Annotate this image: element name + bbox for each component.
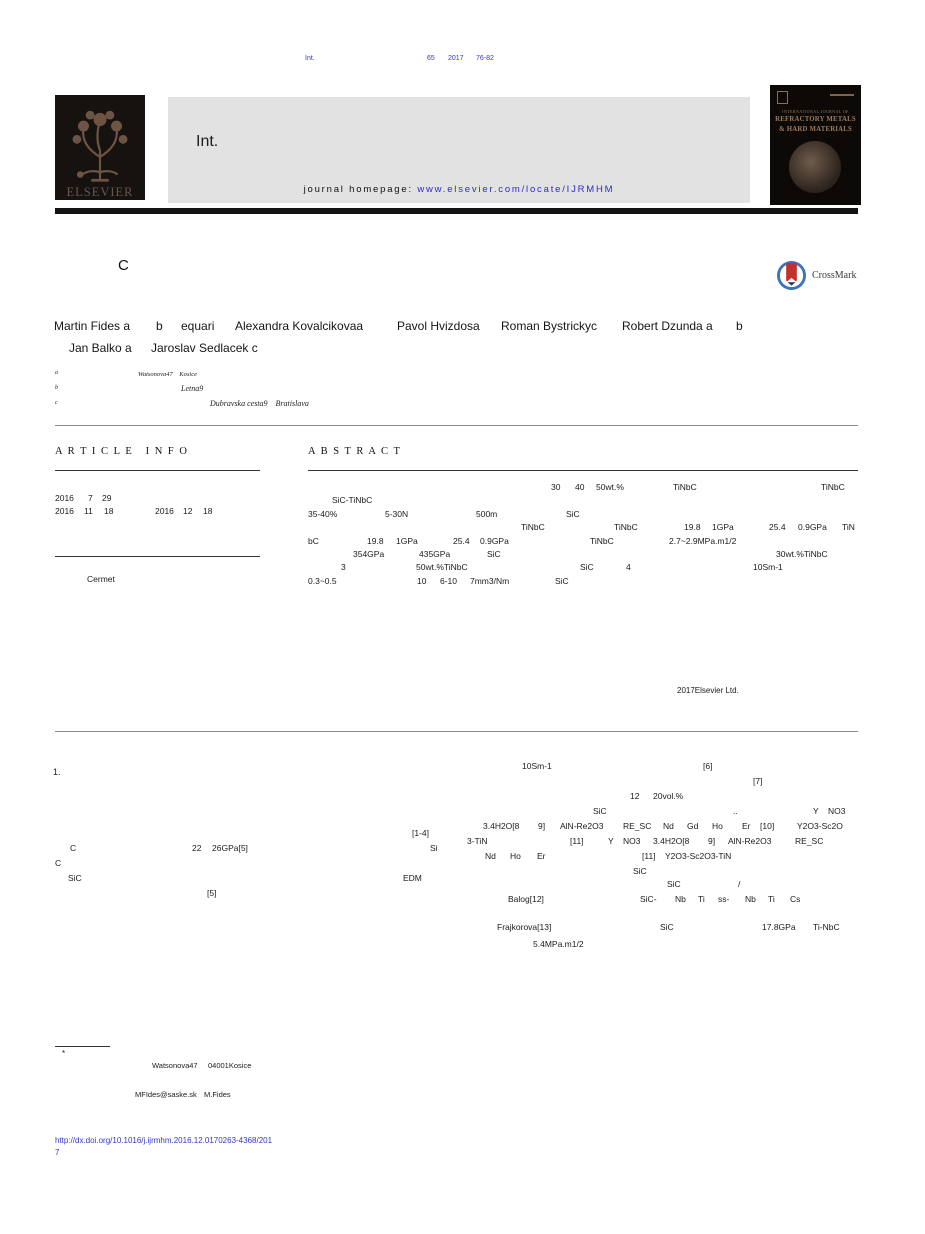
history-date: 7 (88, 493, 93, 503)
abstract-fragment: 10 (417, 576, 427, 586)
corresponding-email[interactable]: MFIdes@saske.sk (135, 1090, 197, 1099)
affiliation-sup: c (55, 400, 58, 406)
body-fragment: / (738, 879, 741, 889)
body-fragment: Nb (745, 894, 756, 904)
body-fragment: C (55, 858, 62, 868)
body-fragment: EDM (403, 873, 422, 883)
journal-cover-thumbnail (770, 85, 861, 205)
abstract-fragment: 25.4 (769, 522, 786, 532)
body-fragment: Y2O3-Sc2O3-TiN (665, 851, 732, 861)
body-fragment: Er (742, 821, 751, 831)
elsevier-wordmark: ELSEVIER (66, 184, 134, 199)
author-affil-mark: b (156, 319, 163, 333)
abstract-fragment: 25.4 (453, 536, 470, 546)
abstract-fragment: 30wt.%TiNbC (776, 549, 828, 559)
abstract-heading-rule (308, 470, 858, 471)
body-fragment: Si (430, 843, 438, 853)
body-fragment: 17.8GPa (762, 922, 796, 932)
body-fragment: NO3 (623, 836, 641, 846)
body-fragment: ss- (718, 894, 730, 904)
keywords-rule (55, 556, 260, 557)
author-name: Jaroslav Sedlacek c (151, 341, 258, 355)
abstract-fragment: 35-40% (308, 509, 338, 519)
body-fragment: 5.4MPa.m1/2 (533, 939, 584, 949)
article-title-fragment: C (118, 257, 129, 274)
crossmark-badge[interactable] (776, 260, 856, 291)
body-fragment: SiC (633, 866, 647, 876)
body-fragment: [10] (760, 821, 775, 831)
abstract-fragment: TiNbC (521, 522, 545, 532)
citation-volume-link[interactable]: 65 (427, 55, 435, 62)
author-name: Alexandra Kovalcikovaa (235, 319, 364, 333)
history-date: 2016 (55, 506, 74, 516)
body-fragment: Nb (675, 894, 686, 904)
corresponding-name: M.Fides (204, 1090, 231, 1099)
author-name: Pavol Hvizdosa (397, 319, 480, 333)
abstract-fragment: 1GPa (396, 536, 418, 546)
abstract-fragment: 3 (341, 562, 346, 572)
body-fragment: Y (813, 806, 819, 816)
body-fragment: [6] (703, 761, 713, 771)
crossmark-icon (776, 260, 807, 291)
body-fragment: 9] (708, 836, 716, 846)
body-fragment: 3-TiN (467, 836, 488, 846)
abstract-fragment: 0.9GPa (798, 522, 827, 532)
abstract-fragment: TiNbC (590, 536, 614, 546)
body-fragment: .. (733, 806, 738, 816)
body-fragment: 3.4H2O[8 (653, 836, 690, 846)
body-fragment: Ho (712, 821, 723, 831)
abstract-fragment: TiN (842, 522, 855, 532)
citation-year-link[interactable]: 2017 (448, 55, 464, 62)
section-number: 1. (53, 767, 61, 777)
body-fragment: RE_SC (623, 821, 652, 831)
abstract-fragment: TiNbC (821, 482, 845, 492)
body-fragment: AlN-Re2O3 (560, 821, 604, 831)
affiliation-sup: a (55, 370, 58, 376)
body-fragment: [1-4] (412, 828, 430, 838)
body-fragment: [7] (753, 776, 763, 786)
abstract-fragment: 7mm3/Nm (470, 576, 510, 586)
author-name: Jan Balko a (69, 341, 132, 355)
journal-banner (168, 97, 750, 203)
body-fragment: SiC- (640, 894, 657, 904)
cover-micrograph-image (789, 141, 841, 193)
corresponding-address: Watsonova47 04001Kosice (152, 1061, 252, 1070)
history-date: 18 (203, 506, 213, 516)
elsevier-tree-icon (67, 108, 133, 186)
author-name: equari (181, 319, 215, 333)
citation-pages-link[interactable]: 76-82 (476, 55, 494, 62)
body-fragment: Nd (485, 851, 496, 861)
affiliation-text: Dubravska cesta9 Bratislava (210, 399, 309, 408)
footnote-marker: * (62, 1049, 66, 1058)
body-fragment: Cs (790, 894, 801, 904)
abstract-fragment: TiNbC (614, 522, 638, 532)
crossmark-label: CrossMark (812, 270, 857, 281)
abstract-fragment: 30 (551, 482, 561, 492)
author-name: Martin Fides a (54, 319, 131, 333)
author-affil-mark: b (736, 319, 743, 333)
body-fragment: [5] (207, 888, 217, 898)
abstract-fragment: 19.8 (367, 536, 384, 546)
section-divider (55, 425, 858, 426)
history-date: 12 (183, 506, 193, 516)
cover-issue-text (830, 94, 854, 96)
body-fragment: 22 (192, 843, 202, 853)
history-date: 18 (104, 506, 114, 516)
cover-publisher-mark (777, 91, 788, 104)
doi-link-wrap[interactable]: 7 (55, 1148, 60, 1157)
body-fragment: 20vol.% (653, 791, 684, 801)
homepage-label: journal homepage: (303, 184, 418, 195)
body-fragment: SiC (660, 922, 674, 932)
cover-title-line1: REFRACTORY METALS (775, 116, 856, 123)
abstract-fragment: 50wt.%TiNbC (416, 562, 468, 572)
abstract-fragment: SiC (580, 562, 594, 572)
doi-link[interactable]: http://dx.doi.org/10.1016/j.ijrmhm.2016.12.0170263-4368/201 (55, 1136, 273, 1145)
article-info-heading: A R T I C L E I N F O (55, 446, 189, 457)
author-name: Robert Dzunda a (622, 319, 713, 333)
abstract-heading: A B S T R A C T (308, 446, 402, 457)
abstract-fragment: SiC (487, 549, 501, 559)
body-fragment: RE_SC (795, 836, 824, 846)
abstract-fragment: 6-10 (440, 576, 458, 586)
abstract-fragment: SiC (555, 576, 569, 586)
history-date: 2016 (55, 493, 74, 503)
body-fragment: Ti (768, 894, 775, 904)
history-date: 2016 (155, 506, 174, 516)
homepage-url[interactable]: www.elsevier.com/locate/IJRMHM (417, 184, 615, 195)
abstract-fragment: bC (308, 536, 319, 546)
citation-journal-link[interactable]: Int. (305, 55, 315, 62)
elsevier-logo (55, 95, 145, 200)
body-fragment: SiC (667, 879, 681, 889)
body-fragment: 3.4H2O[8 (483, 821, 520, 831)
abstract-fragment: SiC-TiNbC (332, 495, 373, 505)
body-fragment: SiC (593, 806, 607, 816)
body-fragment: NO3 (828, 806, 846, 816)
body-fragment: Gd (687, 821, 699, 831)
body-fragment: Er (537, 851, 546, 861)
abstract-bottom-divider (55, 731, 858, 732)
body-fragment: Ho (510, 851, 521, 861)
body-fragment: Ti-NbC (813, 922, 840, 932)
abstract-fragment: 435GPa (419, 549, 451, 559)
history-date: 29 (102, 493, 112, 503)
body-fragment: 12 (630, 791, 640, 801)
body-fragment: [11] (570, 836, 584, 846)
body-fragment: Ti (698, 894, 705, 904)
abstract-fragment: 40 (575, 482, 585, 492)
body-fragment: SiC (68, 873, 82, 883)
keyword: Cermet (87, 574, 115, 584)
history-date: 11 (84, 506, 93, 516)
abstract-fragment: 10Sm-1 (753, 562, 783, 572)
abstract-fragment: 1GPa (712, 522, 734, 532)
body-fragment: Frajkorova[13] (497, 922, 552, 932)
body-fragment: 9] (538, 821, 546, 831)
body-fragment: C (70, 843, 77, 853)
affiliation-sup: b (55, 385, 58, 391)
info-heading-rule (55, 470, 260, 471)
abstract-fragment: 19.8 (684, 522, 701, 532)
abstract-fragment: 2.7~2.9MPa.m1/2 (669, 536, 737, 546)
journal-title-fragment: Int. (196, 133, 219, 150)
abstract-fragment: 5-30N (385, 509, 409, 519)
abstract-fragment: TiNbC (673, 482, 697, 492)
body-fragment: AlN-Re2O3 (728, 836, 772, 846)
body-fragment: Y (608, 836, 614, 846)
copyright-notice: 2017Elsevier Ltd. (677, 686, 739, 695)
body-fragment: 26GPa[5] (212, 843, 248, 853)
cover-series-title: INTERNATIONAL JOURNAL OF (782, 109, 849, 114)
abstract-fragment: 0.3~0.5 (308, 576, 337, 586)
abstract-fragment: 354GPa (353, 549, 385, 559)
body-fragment: Y2O3-Sc2O (797, 821, 843, 831)
affiliation-text: Letna9 (181, 384, 204, 393)
body-fragment: Balog[12] (508, 894, 544, 904)
body-fragment: 10Sm-1 (522, 761, 552, 771)
abstract-fragment: 500m (476, 509, 498, 519)
abstract-fragment: 0.9GPa (480, 536, 509, 546)
body-fragment: Nd (663, 821, 674, 831)
header-divider-bar (55, 208, 858, 214)
affiliation-text: Watsonova47 Kosice (138, 371, 197, 378)
abstract-fragment: SiC (566, 509, 580, 519)
journal-homepage-line (168, 184, 750, 195)
body-fragment: [11] (642, 851, 656, 861)
author-name: Roman Bystrickyc (501, 319, 598, 333)
footnote-rule (55, 1046, 110, 1047)
abstract-fragment: 50wt.% (596, 482, 624, 492)
abstract-fragment: 4 (626, 562, 631, 572)
cover-title-line2: & HARD MATERIALS (779, 126, 852, 133)
